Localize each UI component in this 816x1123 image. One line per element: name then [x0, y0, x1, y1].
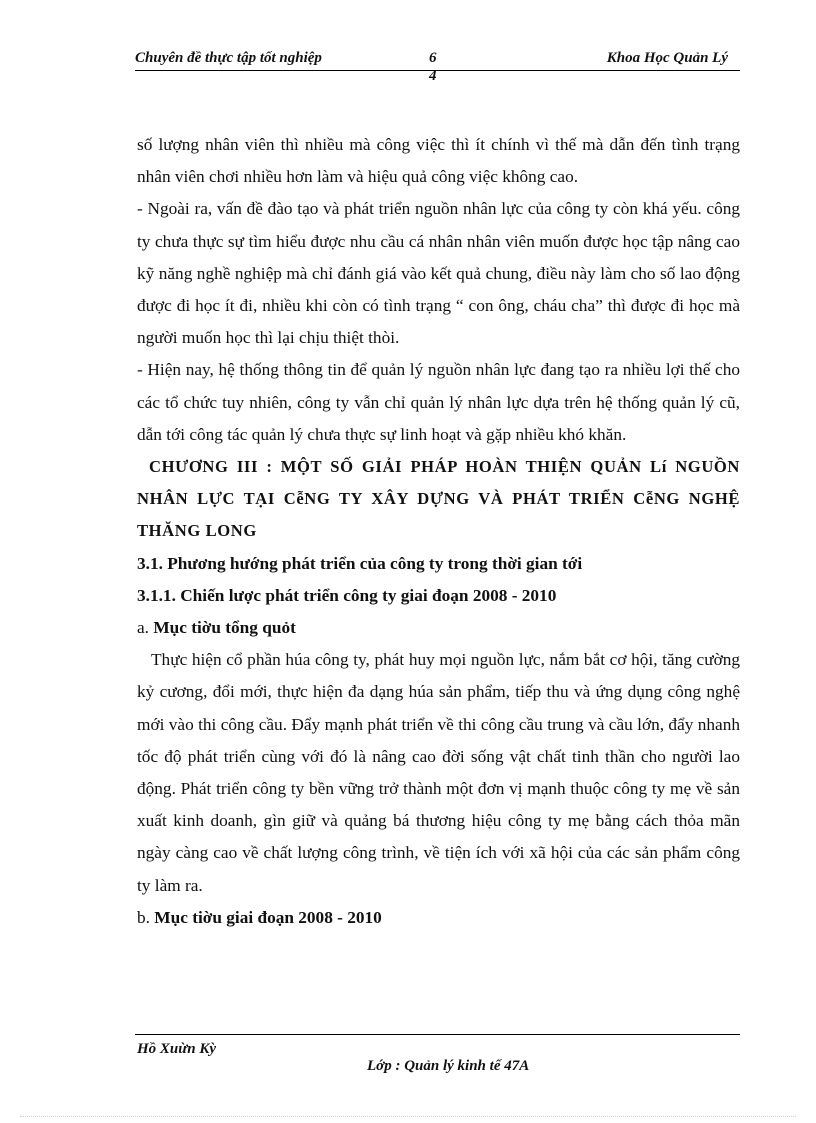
subsection-a-heading [137, 612, 740, 644]
section-3-1-1-heading: 3.1.1. Chiến lược phát triển công ty giai đoạn 2008 - 2010 [137, 585, 557, 605]
subsection-b-title: Mục tiờu giai đoạn 2008 - 2010 [154, 907, 382, 927]
footer-class: Lớp : Quản lý kinh tế 47A [367, 1058, 530, 1074]
subsection-b-heading [137, 902, 740, 934]
paragraph-information-system: - Hiện nay, hệ thống thông tin để quản lý nguồn nhân lực đang tạo ra nhiều lợi thế cho các tổ chức tuy nhiên, công ty vẫn chỉ quản lý nhân lực dựa trên hệ thống quản lý cũ, dẫn tới công tác quản lý chưa thực sự linh hoạt và gặp nhiều khó khăn. [137, 360, 740, 444]
header-document-type: Chuyên đề thực tập tốt nghiệp [135, 50, 322, 66]
subsection-b-prefix: b. [137, 907, 155, 927]
subsection-a-prefix: a. [137, 618, 154, 638]
paragraph-general-goal: Thực hiện cổ phần húa công ty, phát huy mọi nguồn lực, nắm bắt cơ hội, tăng cường kỷ cương, đổi mới, thực hiện đa dạng húa sản phẩm, tiếp thu và ứng dụng công nghệ mới vào thi công cầu. Đẩy mạnh phát triển về thi công cầu trung và cầu lớn, đẩy nhanh tốc độ phát triển cùng với đó là nâng cao đời sống vật chất tinh thần cho người lao động. Phát triển công ty bền vững trở thành một đơn vị mạnh thuộc công ty mẹ về sản xuất kinh doanh, gìn giữ và quảng bá thương hiệu công ty mẹ bằng cách thỏa mãn ngày càng cao về chất lượng công trình, về tiện ích với xã hội của các sản phẩm công ty làm ra. [137, 650, 740, 895]
paragraph-1: số lượng nhân viên thì nhiều mà công việc thì ít chính vì thế mà dẫn đến tình trạng nhân viên chơi nhiều hơn làm và hiệu quả công việc không cao. [137, 135, 740, 187]
subsection-a-title: Mục tiờu tổng quỏt [153, 618, 296, 638]
document-body [137, 129, 740, 934]
footer-author: Hồ Xuừn Kỳ [137, 1041, 217, 1057]
paragraph-training: - Ngoài ra, vấn đề đào tạo và phát triển nguồn nhân lực của công ty còn khá yếu. công ty chưa thực sự tìm hiểu được nhu cầu cá nhân nhân viên muốn được học tập nâng cao kỹ năng nghề nghiệp mà chỉ đánh giá vào kết quả chung, điều này làm cho số lao động được đi học ít đi, nhiều khi còn có tình trạng “ con ông, cháu cha” thì được đi học mà người muốn học thì lại chịu thiệt thòi. [137, 199, 740, 348]
header-faculty: Khoa Học Quản Lý [606, 50, 728, 66]
section-3-1-heading: 3.1. Phương hướng phát triển của công ty trong thời gian tới [137, 553, 583, 573]
page-header [135, 48, 740, 71]
header-page-number-sub: 4 [429, 68, 437, 84]
chapter-title: CHƯƠNG III : MỘT SỐ GIẢI PHÁP HOÀN THIỆN QUẢN Lí NGUỒN NHÂN LỰC TẠI CễNG TY XÂY DỰNG VÀ PHÁT TRIỂN CễNG NGHỆ THĂNG LONG [137, 457, 740, 541]
footer-divider [135, 1034, 740, 1035]
header-page-number: 6 [429, 50, 437, 66]
page-edge-divider [20, 1116, 796, 1117]
